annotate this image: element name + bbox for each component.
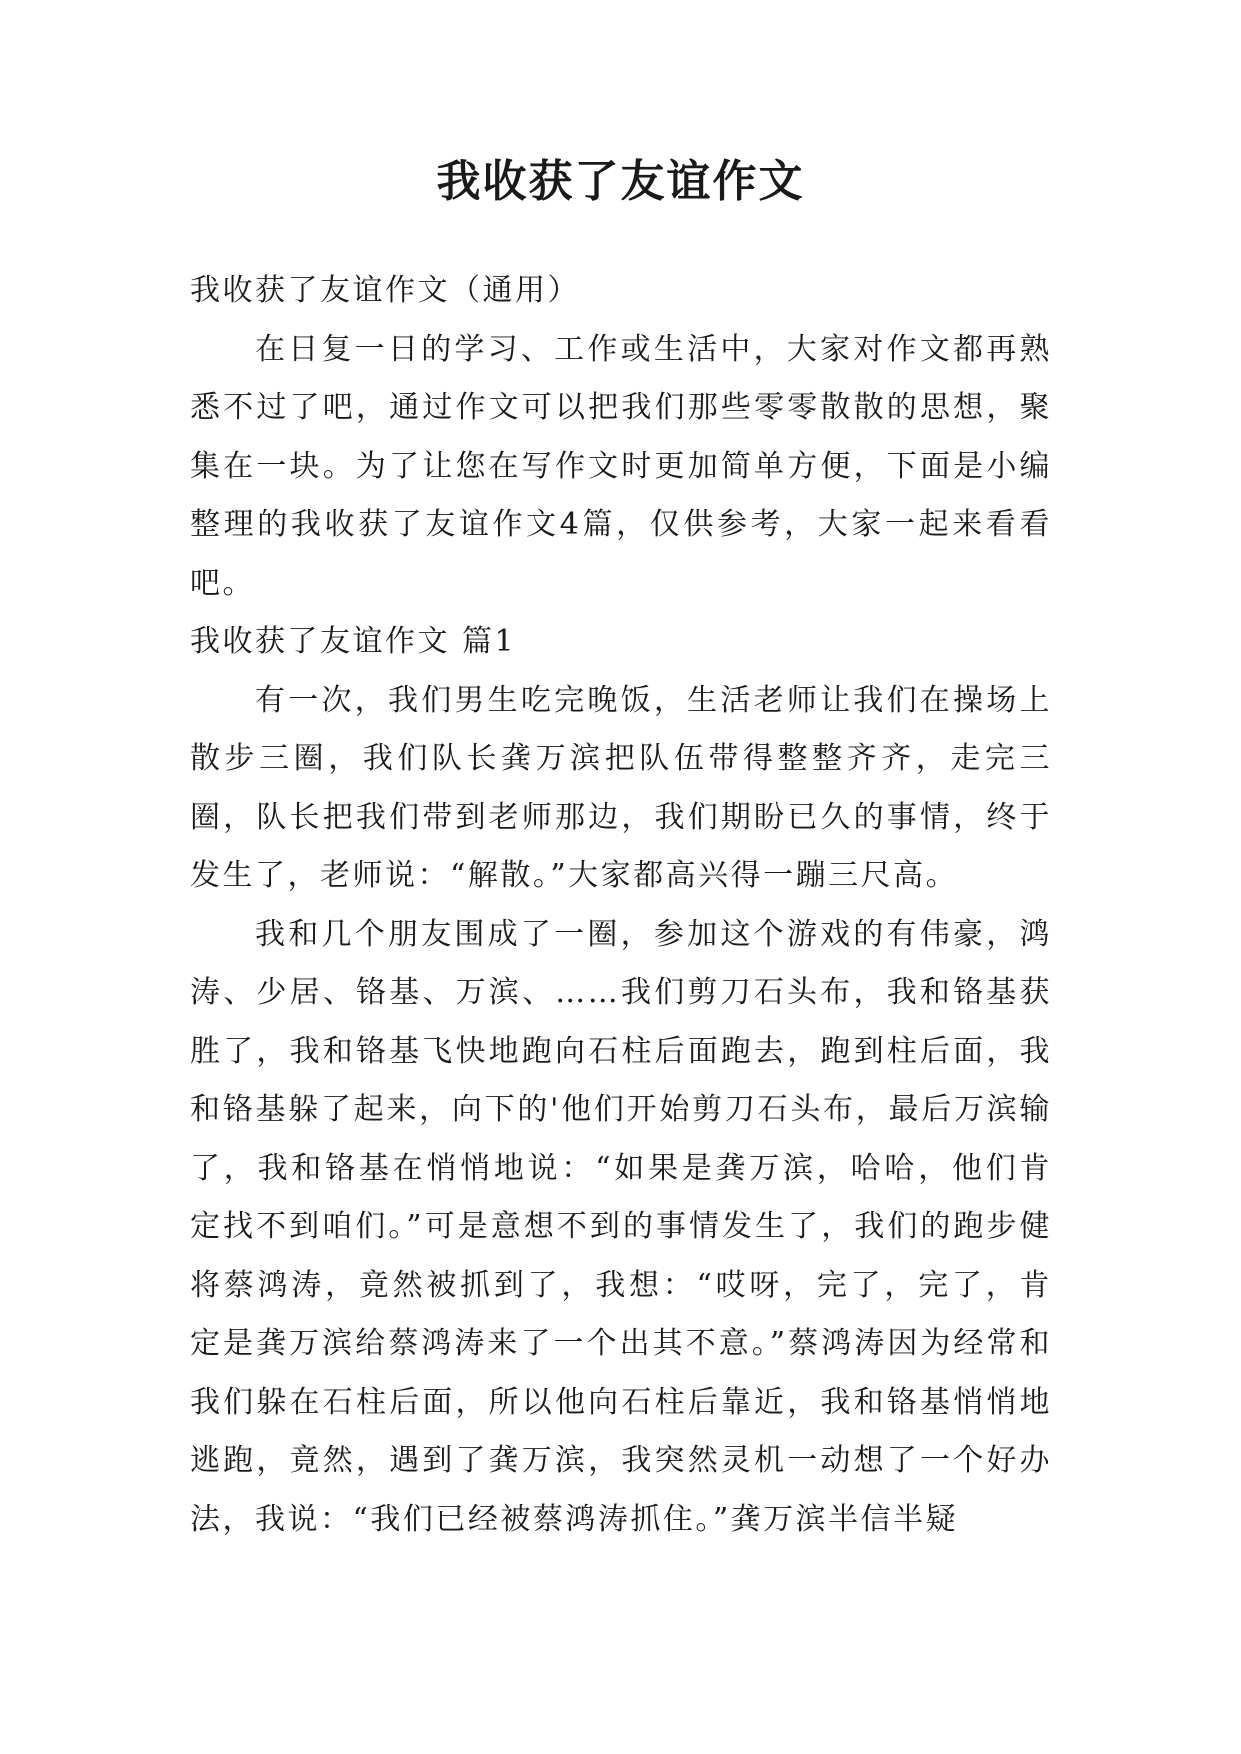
intro-paragraph: 在日复一日的学习、工作或生活中，大家对作文都再熟悉不过了吧，通过作文可以把我们那些零零散散的思想，聚集在一块。为了让您在写作文时更加简单方便，下面是小编整理的我收获了友谊作文4篇，仅供参考，大家一起来看看吧。 [190, 331, 1052, 601]
document-body [190, 262, 1052, 1549]
document-title: 我收获了友谊作文 [436, 156, 805, 207]
body-paragraph: 我和几个朋友围成了一圈，参加这个游戏的有伟豪，鸿涛、少居、铬基、万滨、……我们剪刀石头布，我和铬基获胜了，我和铬基飞快地跑向石柱后面跑去，跑到柱后面，我和铬基躲了起来，向下的'他们开始剪刀石头布，最后万滨输了，我和铬基在悄悄地说：“如果是龚万滨，哈哈，他们肯定找不到咱们。”可是意想不到的事情发生了，我们的跑步健将蔡鸿涛，竟然被抓到了，我想：“哎呀，完了，完了，肯定是龚万滨给蔡鸿涛来了一个出其不意。”蔡鸿涛因为经常和我们躲在石柱后面，所以他向石柱后靠近，我和铬基悄悄地逃跑，竟然，遇到了龚万滨，我突然灵机一动想了一个好办法，我说：“我们已经被蔡鸿涛抓住。”龚万滨半信半疑 [190, 916, 1052, 1537]
body-paragraph: 有一次，我们男生吃完晚饭，生活老师让我们在操场上散步三圈，我们队长龚万滨把队伍带得整整齐齐，走完三圈，队长把我们带到老师那边，我们期盼已久的事情，终于发生了，老师说：“解散。”大家都高兴得一蹦三尺高。 [190, 682, 1052, 893]
document-subtitle: 我收获了友谊作文（通用） [190, 273, 580, 308]
section-heading: 我收获了友谊作文 篇1 [190, 624, 517, 659]
